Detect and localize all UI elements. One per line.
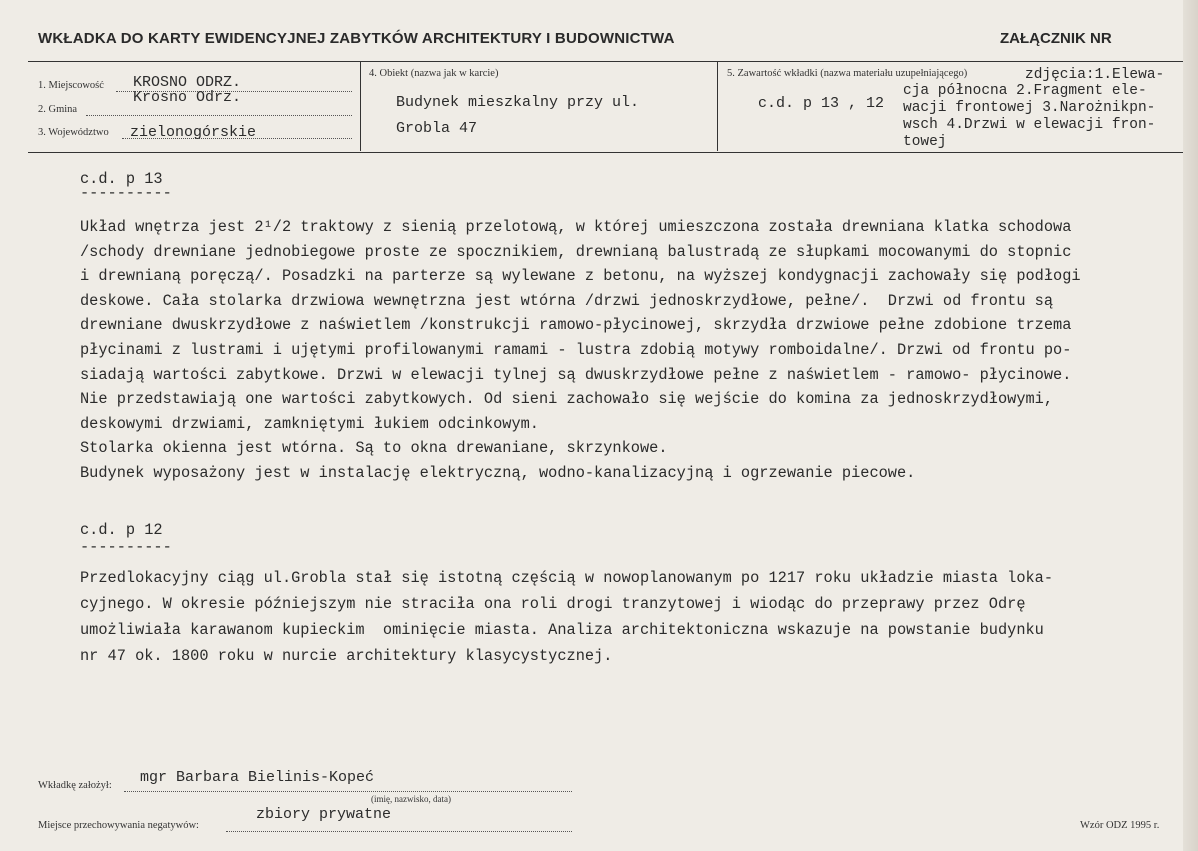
- section-1-text: Układ wnętrza jest 2¹/2 traktowy z sienią przelotową, w której umieszczona została drewniana klatka schodowa /schody drewniane jednobiegowe proste ze spocznikiem, drewnianą balustradą ze słupkami mocowanymi do stopnic i drewnianą poręczą/. Posadzki na parterze są wylewane z betonu, na wyższej kondygnacji zachowały się podłogi deskowe. Cała stolarka drzwiowa wewnętrzna jest wtórna /drzwi jednoskrzydłowe, pełne/. Drzwi od frontu są drewniane dwuskrzydłowe z naświetlem /konstrukcji ramowo-płycinowej, skrzydła drzwiowe pełne zdobione trzema płycinami z lustrami i ujętymi profilowanymi ramami - lustra zdobią motywy romboidalne/. Drzwi od frontu po- siadają wartości zabytkowe. Drzwi w elewacji tylnej są dwuskrzydłowe pełne z naświetlem - ramowo- płycinowe. Nie przedstawiają one wartości zabytkowych. Od sieni zachowało się wejście do komina za jednoskrzydłowymi, deskowymi drzwiami, zamkniętymi łukiem odcinkowym. Stolarka okienna jest wtórna. Są to okna drewaniane, skrzynkowe. Budynek wyposażony jest w instalację elektryczną, wodno-kanalizacyjną i ogrzewanie piecowe.: [80, 218, 1081, 482]
- author-label: Wkładkę założył:: [38, 780, 112, 791]
- object-label: 4. Obiekt (nazwa jak w karcie): [369, 68, 499, 79]
- contents-line-5: towej: [903, 134, 947, 150]
- gmina-label: 2. Gmina: [38, 104, 78, 115]
- contents-reference: c.d. p 13 , 12: [758, 95, 885, 112]
- negatives-value: zbiory prywatne: [256, 806, 392, 823]
- contents-label: 5. Zawartość wkładki (nazwa materiału uzupełniającego): [727, 68, 968, 79]
- section-2-text: Przedlokacyjny ciąg ul.Grobla stał się istotną częścią w nowoplanowanym po 1217 roku układzie miasta loka- cyjnego. W okresie późniejszym nie straciła ona roli drogi tranzytowej i wiodąc do przeprawy przez Odrę umożliwiała karawanom kupieckim ominięcie miasta. Analiza architektoniczna wskazuje na powstanie budynku nr 47 ok. 1800 roku w nurcie architektury klasycystycznej.: [80, 569, 1054, 665]
- object-line-1: Budynek mieszkalny przy ul.: [396, 94, 640, 111]
- contents-line-4: wsch 4.Drzwi w elewacji fron-: [903, 117, 1156, 133]
- miejscowosc-label: 1. Miejscowość: [38, 80, 104, 91]
- negatives-label: Miejsce przechowywania negatywów:: [38, 820, 199, 831]
- page-edge: [1183, 0, 1198, 851]
- section-1-rule: ----------: [80, 184, 172, 202]
- object-line-2: Grobla 47: [396, 120, 478, 137]
- contents-line-3: wacji frontowej 3.Narożnikpn-: [903, 100, 1156, 116]
- wojewodztwo-value: zielonogórskie: [130, 124, 257, 141]
- dotted-line: [226, 831, 572, 832]
- dotted-line: [86, 115, 352, 116]
- contents-line-2: cja północna 2.Fragment ele-: [903, 83, 1147, 99]
- annex-number-label: ZAŁĄCZNIK NR: [1000, 30, 1112, 47]
- wojewodztwo-label: 3. Województwo: [38, 127, 109, 138]
- section-1-heading: c.d. p 13: [80, 170, 163, 188]
- gmina-value: Krosno Odrz.: [133, 89, 242, 106]
- contents-line-1: zdjęcia:1.Elewa-: [1025, 67, 1165, 83]
- column-divider: [717, 61, 718, 151]
- column-divider: [360, 61, 361, 151]
- section-2-rule: ----------: [80, 538, 172, 556]
- section-2-heading: c.d. p 12: [80, 521, 163, 539]
- author-value: mgr Barbara Bielinis-Kopeć: [140, 769, 375, 786]
- dotted-line: [124, 791, 572, 792]
- form-title: WKŁADKA DO KARTY EWIDENCYJNEJ ZABYTKÓW ARCHITEKTURY I BUDOWNICTWA: [38, 30, 675, 47]
- miejscowosc-value: KROSNO ODRZ.: [133, 74, 242, 91]
- author-hint: (imię, nazwisko, data): [371, 794, 451, 804]
- form-template-id: Wzór ODZ 1995 r.: [1080, 820, 1160, 831]
